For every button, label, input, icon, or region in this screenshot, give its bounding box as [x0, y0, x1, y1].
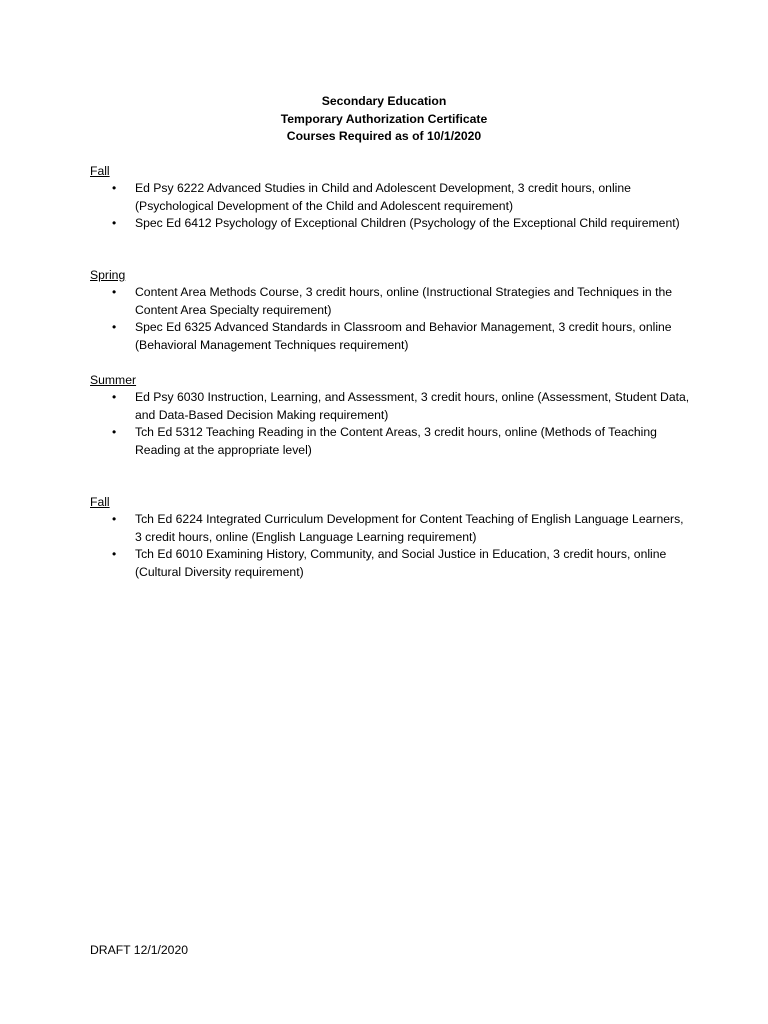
course-list: [90, 511, 690, 581]
list-item: [90, 319, 690, 354]
bullet-icon: •: [112, 320, 117, 335]
bullet-icon: •: [112, 512, 117, 527]
course-text: Tch Ed 6224 Integrated Curriculum Development for Content Teaching of English Language Learners, 3 credit hours, online (English Language Learning requirement): [135, 512, 684, 544]
course-list: [90, 389, 690, 459]
section-heading: Spring: [90, 268, 126, 282]
section-heading: Fall: [90, 164, 110, 178]
list-item: [90, 389, 690, 424]
section-heading: Summer: [90, 373, 137, 387]
list-item: [90, 180, 690, 215]
course-text: Spec Ed 6412 Psychology of Exceptional Children (Psychology of the Exceptional Child requirement): [135, 216, 680, 231]
list-item: [90, 215, 690, 232]
section-summer: [90, 372, 690, 459]
title-line-1: Secondary Education: [321, 94, 447, 108]
course-text: Tch Ed 5312 Teaching Reading in the Content Areas, 3 credit hours, online (Methods of Teaching Reading at the appropriate level): [135, 425, 657, 457]
draft-footer: DRAFT 12/1/2020: [90, 943, 189, 957]
course-text: Tch Ed 6010 Examining History, Community, and Social Justice in Education, 3 credit hours, online (Cultural Diversity requirement): [135, 547, 667, 579]
section-heading: Fall: [90, 495, 110, 509]
section-fall-2: [90, 494, 690, 581]
course-text: Ed Psy 6030 Instruction, Learning, and Assessment, 3 credit hours, online (Assessment, Student Data, and Data-Based Decision Making requirement): [135, 390, 690, 422]
list-item: [90, 546, 690, 581]
list-item: [90, 511, 690, 546]
bullet-icon: •: [112, 216, 117, 231]
course-text: Content Area Methods Course, 3 credit hours, online (Instructional Strategies and Techniques in the Content Area Specialty requirement): [135, 285, 673, 317]
list-item: [90, 284, 690, 319]
document-title: [0, 93, 768, 146]
title-line-3: Courses Required as of 10/1/2020: [286, 129, 482, 143]
course-text: Ed Psy 6222 Advanced Studies in Child and Adolescent Development, 3 credit hours, online (Psychological Development of the Child and Adolescent requirement): [135, 181, 631, 213]
bullet-icon: •: [112, 547, 117, 562]
section-spring: [90, 267, 690, 354]
bullet-icon: •: [112, 425, 117, 440]
bullet-icon: •: [112, 285, 117, 300]
course-text: Spec Ed 6325 Advanced Standards in Classroom and Behavior Management, 3 credit hours, online (Behavioral Management Techniques requirement): [135, 320, 672, 352]
course-list: [90, 284, 690, 354]
course-list: [90, 180, 690, 232]
list-item: [90, 424, 690, 459]
bullet-icon: •: [112, 390, 117, 405]
title-line-2: Temporary Authorization Certificate: [280, 111, 488, 126]
section-fall-1: [90, 163, 690, 233]
bullet-icon: •: [112, 181, 117, 196]
